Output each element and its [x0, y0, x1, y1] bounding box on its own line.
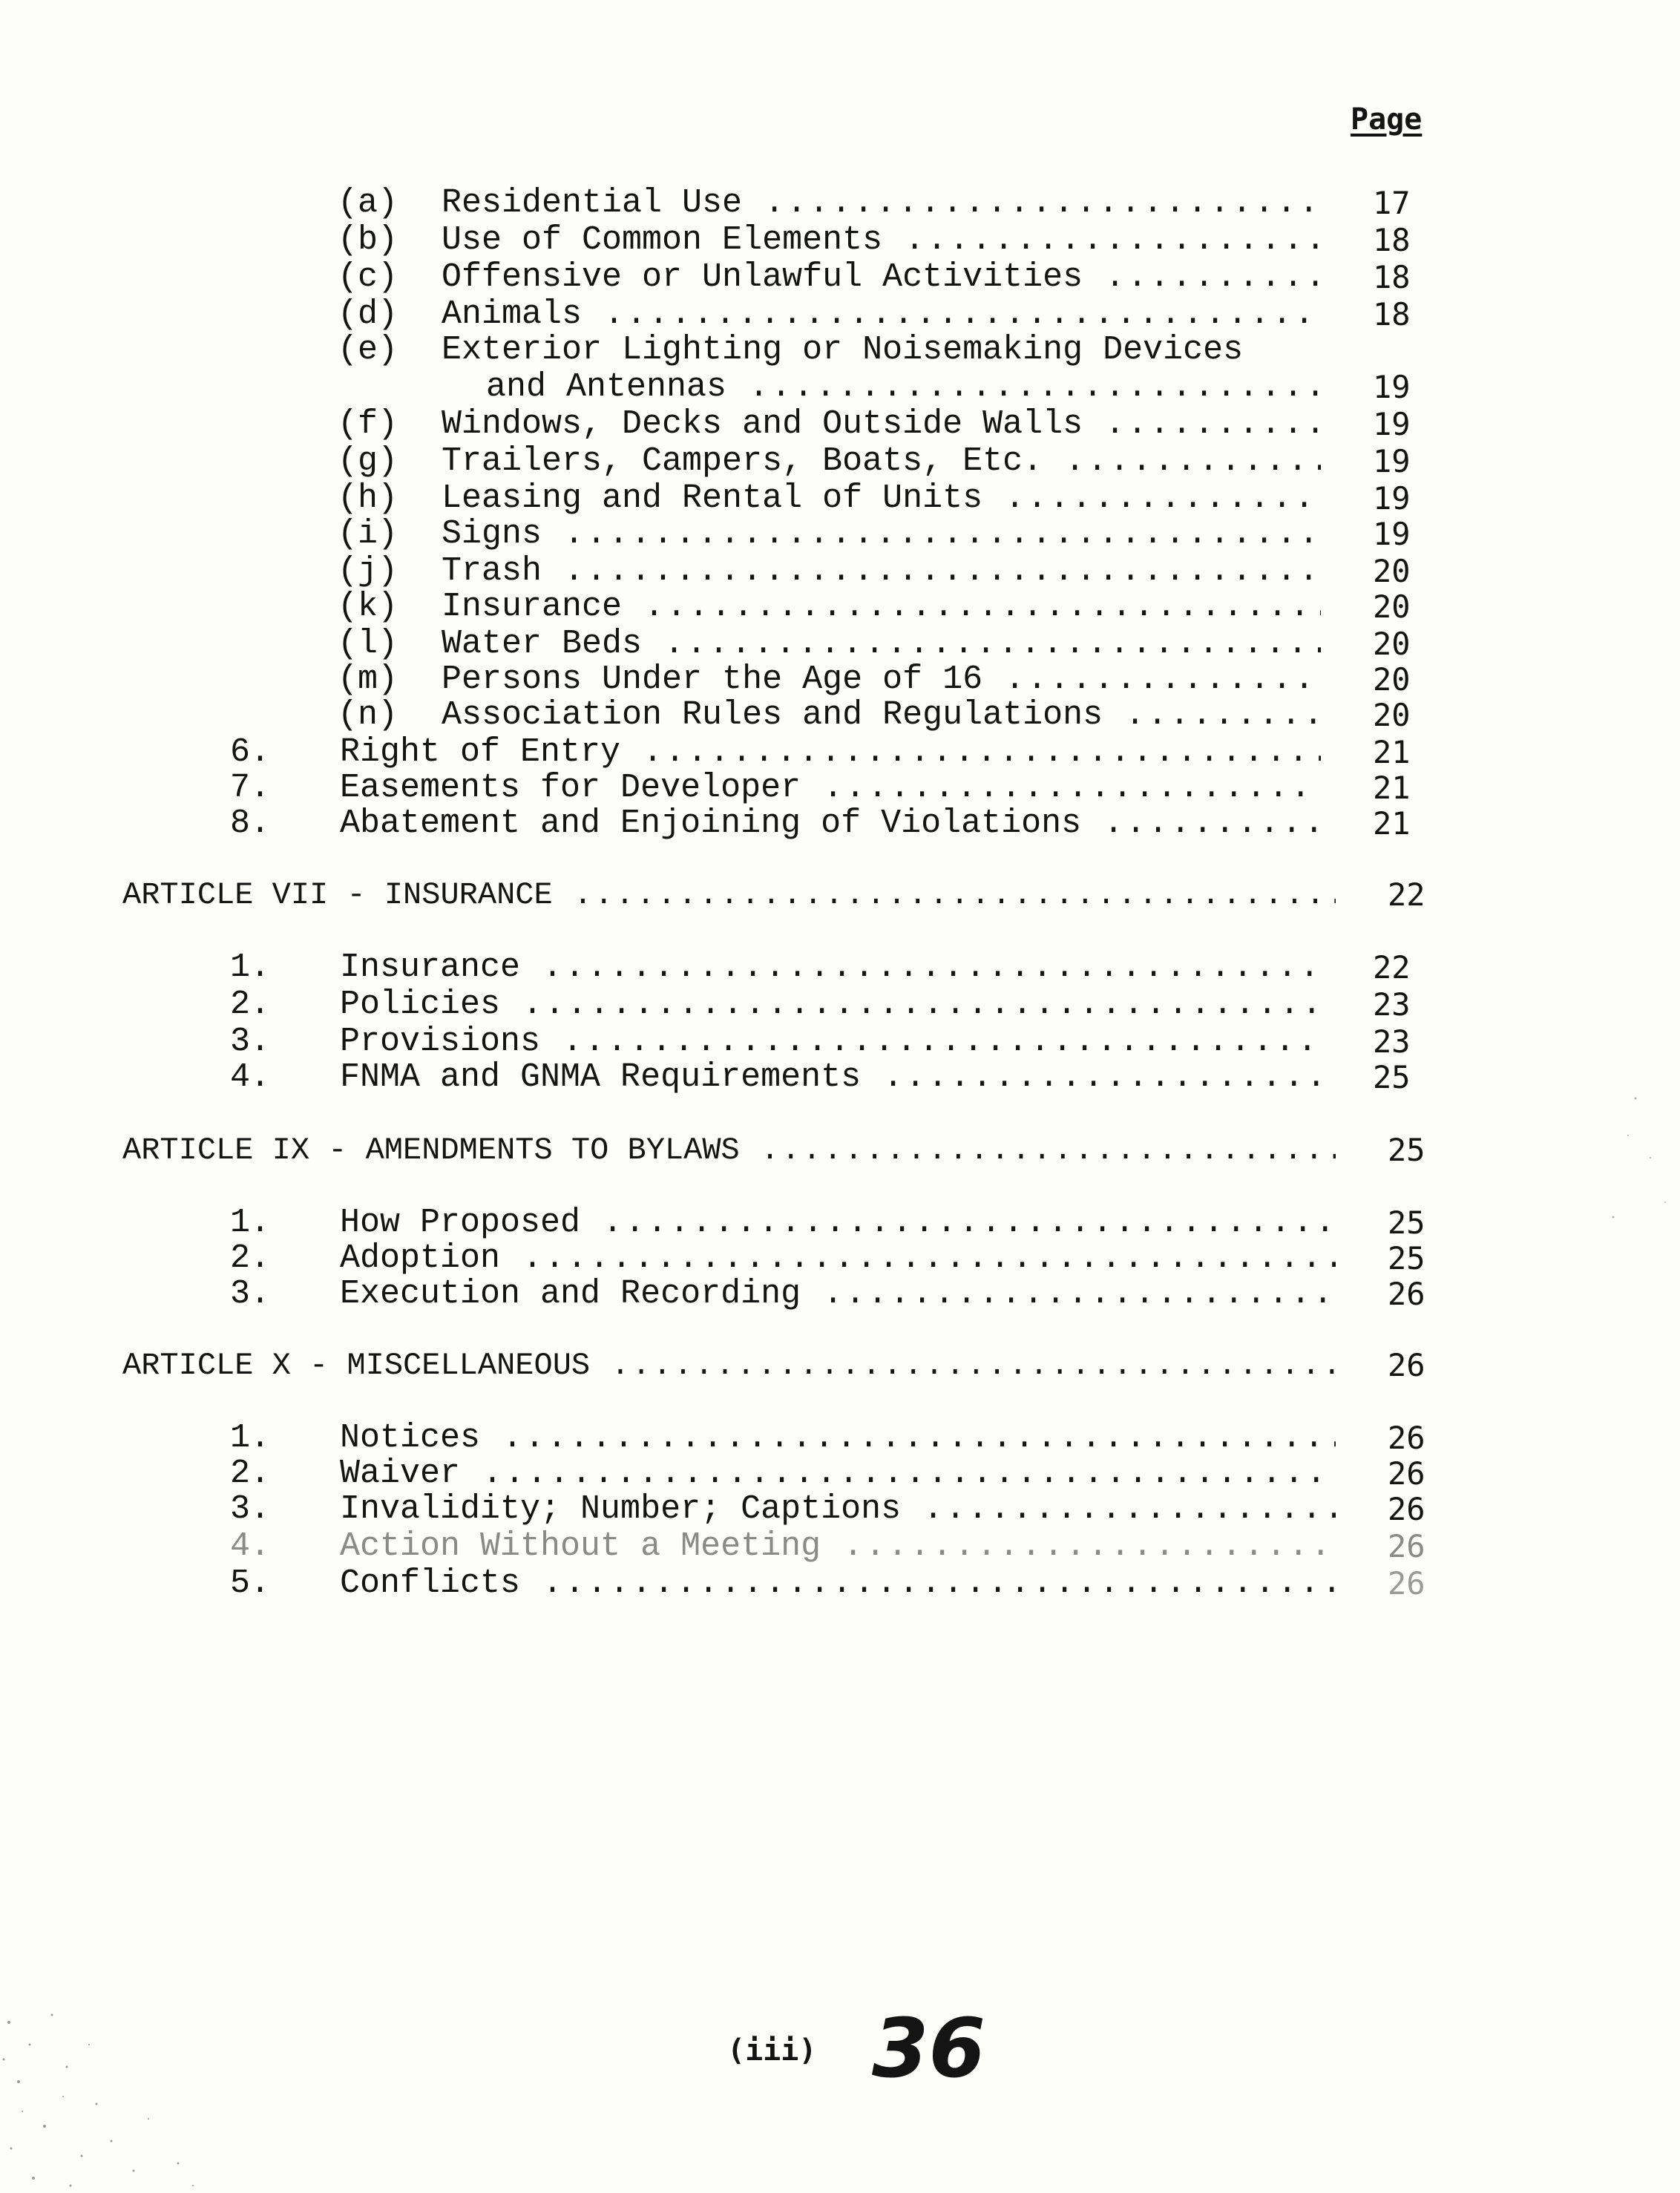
toc-entry-title: Insurance .....: [442, 588, 1321, 626]
toc-entry-page: 25: [1388, 1240, 1425, 1276]
toc-entry-number: 4.: [230, 1527, 271, 1565]
toc-entry-page: 25: [1388, 1204, 1425, 1241]
toc-entry-number: (l): [338, 625, 398, 663]
toc-entry-title: ARTICLE IX - AMENDMENTS TO BYLAWS .....: [122, 1131, 1336, 1170]
toc-entry-number: 3.: [230, 1275, 271, 1313]
toc-entry-page: 21: [1373, 734, 1411, 770]
toc-entry-title: Leasing and Rental of Units .....: [442, 479, 1321, 518]
toc-entry-title: and Antennas .....: [486, 368, 1321, 407]
toc-entry-page: 19: [1373, 516, 1411, 552]
toc-entry-title: Invalidity; Number; Captions .....: [340, 1490, 1336, 1529]
toc-entry-number: 3.: [230, 1490, 271, 1528]
scan-speckle-noise: [1443, 1069, 1680, 1262]
toc-entry-title: Trailers, Campers, Boats, Etc. .....: [442, 442, 1321, 481]
page-column-heading: Page: [1351, 102, 1423, 137]
toc-entry-page: 20: [1373, 626, 1411, 662]
toc-entry-number: (d): [338, 295, 398, 333]
toc-entry-title: Use of Common Elements .....: [442, 221, 1321, 260]
toc-entry-title: Action Without a Meeting .....: [340, 1527, 1336, 1566]
toc-entry-page: 19: [1373, 406, 1411, 442]
toc-entry-number: (i): [338, 515, 398, 553]
toc-entry-page: 19: [1373, 443, 1411, 479]
toc-entry-page: 18: [1373, 259, 1411, 295]
toc-entry-title: How Proposed .....: [340, 1204, 1336, 1242]
toc-entry-page: 20: [1373, 661, 1411, 698]
toc-entry-title: ARTICLE VII - INSURANCE .....: [122, 876, 1336, 914]
toc-entry-number: 2.: [230, 1239, 271, 1277]
toc-entry-title: Right of Entry .....: [340, 733, 1321, 772]
toc-entry-page: 26: [1388, 1420, 1425, 1456]
toc-entry-number: 2.: [230, 1455, 271, 1492]
toc-entry-title: Trash .....: [442, 552, 1321, 591]
toc-entry-title: Adoption .....: [340, 1239, 1336, 1278]
toc-entry-page: 26: [1388, 1565, 1425, 1602]
toc-entry-page: 18: [1373, 296, 1411, 332]
toc-entry-page: 21: [1373, 805, 1411, 842]
roman-page-number: (iii): [727, 2033, 817, 2068]
toc-entry-title: Animals .....: [442, 295, 1321, 334]
toc-entry-title: Provisions .....: [340, 1023, 1321, 1061]
toc-entry-page: 26: [1388, 1347, 1425, 1383]
toc-entry-number: (n): [338, 696, 398, 734]
toc-entry-number: 7.: [230, 769, 271, 807]
toc-entry-number: 6.: [230, 733, 271, 771]
toc-entry-number: 1.: [230, 1419, 271, 1457]
toc-entry-title: Abatement and Enjoining of Violations .....: [340, 804, 1321, 843]
toc-entry-title: Waiver .....: [340, 1455, 1336, 1493]
toc-entry-number: (a): [338, 184, 398, 222]
toc-entry-title: Offensive or Unlawful Activities .....: [442, 258, 1321, 297]
scan-speckle-noise: [0, 2000, 237, 2193]
toc-entry-title: Insurance .....: [340, 948, 1321, 987]
toc-entry-page: 19: [1373, 369, 1411, 405]
toc-entry-title: Residential Use .....: [442, 184, 1321, 223]
toc-entry-number: (e): [338, 331, 398, 369]
toc-entry-page: 22: [1388, 876, 1425, 913]
handwritten-page-number: 36: [872, 2001, 986, 2096]
toc-entry-number: (f): [338, 405, 398, 443]
toc-entry-number: 1.: [230, 948, 271, 986]
toc-entry-title: Policies .....: [340, 986, 1321, 1024]
toc-entry-title: Conflicts .....: [340, 1564, 1336, 1603]
toc-entry-page: 23: [1373, 986, 1411, 1023]
toc-entry-title: Windows, Decks and Outside Walls .....: [442, 405, 1321, 444]
toc-entry-title: Water Beds .....: [442, 625, 1321, 663]
toc-entry-number: 8.: [230, 804, 271, 842]
toc-entry-page: 17: [1373, 185, 1411, 221]
toc-entry-page: 25: [1388, 1132, 1425, 1168]
toc-entry-number: 5.: [230, 1564, 271, 1602]
toc-entry-page: 20: [1373, 589, 1411, 625]
toc-entry-page: 26: [1388, 1276, 1425, 1312]
toc-entry-page: 23: [1373, 1023, 1411, 1060]
toc-entry-number: (b): [338, 221, 398, 259]
toc-entry-number: (j): [338, 552, 398, 590]
toc-entry-number: (k): [338, 588, 398, 626]
toc-entry-page: 18: [1373, 222, 1411, 258]
toc-entry-number: 2.: [230, 986, 271, 1023]
toc-entry-number: (g): [338, 442, 398, 480]
toc-entry-title: FNMA and GNMA Requirements .....: [340, 1058, 1321, 1097]
toc-entry-number: 4.: [230, 1058, 271, 1096]
toc-entry-number: 1.: [230, 1204, 271, 1242]
toc-entry-number: (h): [338, 479, 398, 517]
toc-entry-title: Signs .....: [442, 515, 1321, 554]
toc-entry-title: Exterior Lighting or Noisemaking Devices: [442, 331, 1244, 369]
toc-entry-title: Association Rules and Regulations .....: [442, 696, 1321, 735]
toc-entry-number: (c): [338, 258, 398, 296]
toc-entry-page: 26: [1388, 1528, 1425, 1564]
toc-entry-title: ARTICLE X - MISCELLANEOUS .....: [122, 1346, 1336, 1385]
toc-entry-number: (m): [338, 660, 398, 698]
toc-entry-page: 19: [1373, 480, 1411, 517]
toc-entry-title: Execution and Recording .....: [340, 1275, 1336, 1314]
toc-entry-page: 20: [1373, 697, 1411, 733]
toc-entry-page: 21: [1373, 770, 1411, 806]
toc-entry-page: 25: [1373, 1059, 1411, 1095]
toc-entry-page: 20: [1373, 553, 1411, 589]
toc-entry-number: 3.: [230, 1023, 271, 1061]
toc-entry-title: Easements for Developer .....: [340, 769, 1321, 807]
toc-entry-page: 26: [1388, 1455, 1425, 1492]
toc-entry-title: Notices .....: [340, 1419, 1336, 1458]
toc-entry-title: Persons Under the Age of 16 .....: [442, 660, 1321, 699]
toc-entry-page: 22: [1373, 949, 1411, 986]
toc-entry-page: 26: [1388, 1491, 1425, 1527]
